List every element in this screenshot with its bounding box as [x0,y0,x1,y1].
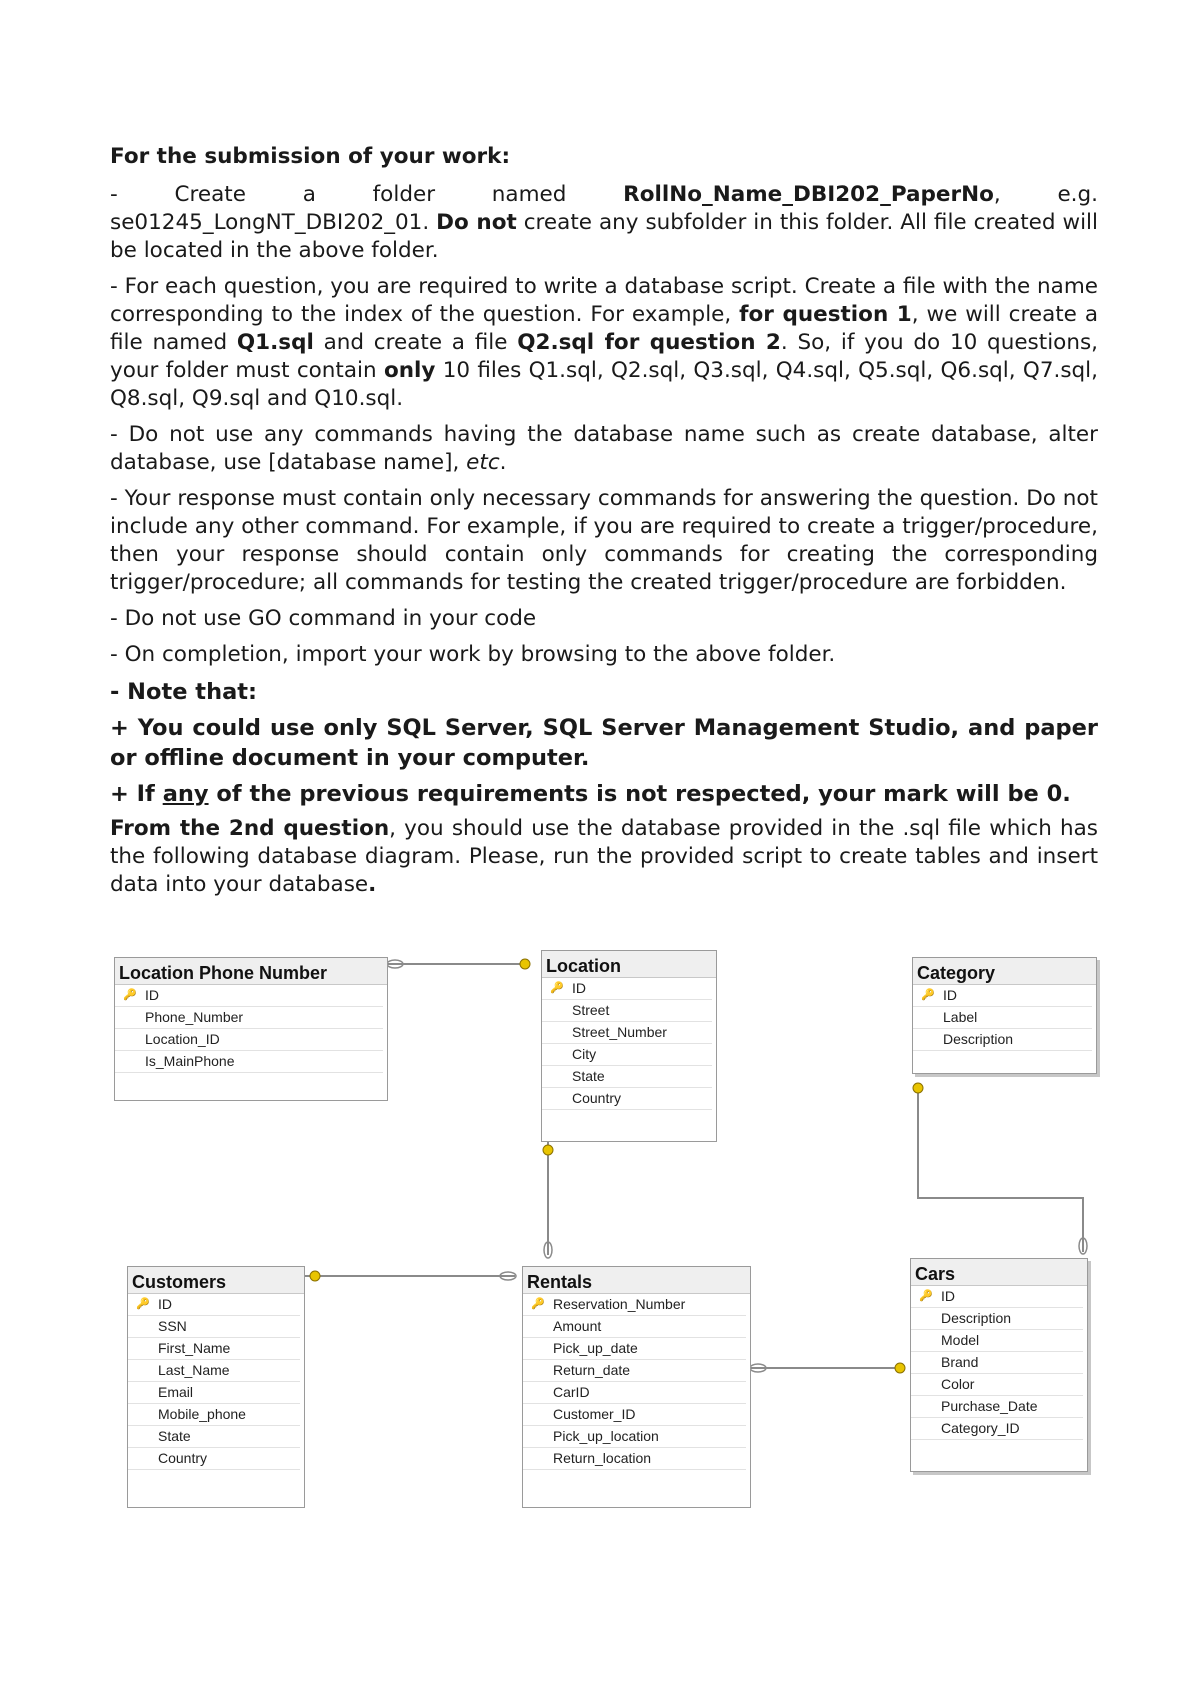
table-column[interactable] [128,1294,300,1316]
table-title: Location [542,951,716,978]
table-column[interactable] [911,1286,1083,1308]
note-tools: + You could use only SQL Server, SQL Server Management Studio, and paper or offline document in your computer. [110,715,1098,771]
infinity-endpoint-icon [387,960,403,968]
table-column[interactable]: First_Name [128,1338,300,1360]
text-span: + If [110,781,163,807]
text-span: , e.g. se01245_LongNT_DBI202_01. [110,182,1099,235]
table-column[interactable]: Country [128,1448,300,1470]
table-column[interactable]: Return_date [523,1360,746,1382]
table-column[interactable]: Customer_ID [523,1404,746,1426]
table-title: Cars [911,1259,1087,1286]
table-column[interactable]: Color [911,1374,1083,1396]
column-name: Reservation_Number [553,1296,686,1312]
table-column[interactable]: CarID [523,1382,746,1404]
table-column[interactable]: Description [911,1308,1083,1330]
table-column[interactable]: State [542,1066,712,1088]
table-title: Location Phone Number [115,958,387,985]
table-column[interactable] [542,978,712,1000]
rel-cars-category [918,1085,1083,1252]
table-location-phone-number[interactable] [114,957,388,1101]
primary-key-icon: 🔑 [531,1298,545,1310]
table-column[interactable]: Street [542,1000,712,1022]
table-column[interactable] [913,985,1092,1007]
table-column[interactable]: Amount [523,1316,746,1338]
table-column[interactable]: Is_MainPhone [115,1051,383,1073]
table-column[interactable]: SSN [128,1316,300,1338]
text-span: of the previous requirements is not respected, your mark will be 0. [208,781,1071,807]
column-name: ID [158,1296,172,1312]
bold-span: Q1.sql [236,330,314,355]
paragraph-necessary-commands: - Your response must contain only necessary commands for answering the question. Do not include any other command. For example, if you are required to create a trigger/procedure, then your response should contain only commands for creating the corresponding trigger/procedure; all commands for testing the created trigger/procedure are forbidden. [110,486,1098,595]
infinity-endpoint-icon [750,1364,766,1372]
infinity-endpoint-icon [544,1242,552,1258]
folder-name: RollNo_Name_DBI202_PaperNo [623,182,994,207]
underlined-span: any [162,781,209,807]
table-column[interactable]: Country [542,1088,712,1110]
table-column[interactable]: Purchase_Date [911,1396,1083,1418]
table-column[interactable]: City [542,1044,712,1066]
primary-key-icon: 🔑 [550,982,564,994]
table-column[interactable]: Last_Name [128,1360,300,1382]
table-rentals[interactable] [522,1266,751,1508]
table-column[interactable]: Phone_Number [115,1007,383,1029]
table-column[interactable]: State [128,1426,300,1448]
text-span: 10 files Q1.sql, Q2.sql, Q3.sql, Q4.sql, Q5.sql, Q6.sql, Q7.sql, Q8.sql, Q9.sql and Q10.sql. [110,358,1098,411]
table-title: Customers [128,1267,304,1294]
table-category[interactable] [912,957,1097,1074]
primary-key-icon: 🔑 [921,989,935,1001]
text-span: create any subfolder in this folder. All file created will be located in the above folder. [110,210,1098,263]
table-column[interactable] [115,985,383,1007]
paragraph-files [110,273,1098,413]
table-column[interactable]: Pick_up_location [523,1426,746,1448]
table-column[interactable]: Description [913,1029,1092,1051]
key-endpoint-icon [895,1363,905,1373]
table-customers[interactable] [127,1266,305,1508]
table-column[interactable]: Brand [911,1352,1083,1374]
italic-span: etc [466,450,500,475]
primary-key-icon: 🔑 [136,1298,150,1310]
key-endpoint-icon [543,1145,553,1155]
text-span: - For each question, you are required to write a database script. Create a file with the name corresponding to the index of the question. For example, [110,274,1098,327]
table-location[interactable] [541,950,717,1142]
section-heading: For the submission of your work: [110,144,511,169]
table-column[interactable]: Category_ID [911,1418,1083,1440]
column-name: ID [941,1288,955,1304]
primary-key-icon: 🔑 [123,989,137,1001]
key-endpoint-icon [310,1271,320,1281]
bold-span: for question 1 [739,302,912,327]
table-title: Category [913,958,1096,985]
text-span: - Create a folder named [110,182,624,207]
submission-instructions [110,143,1098,907]
note-requirements [110,779,1098,809]
table-column[interactable]: Label [913,1007,1092,1029]
note-label: - Note that: [110,679,258,705]
text-span: , we will create a file named [110,302,1098,355]
infinity-endpoint-icon [500,1272,516,1280]
table-title: Rentals [523,1267,750,1294]
table-column[interactable]: Model [911,1330,1083,1352]
key-endpoint-icon [913,1083,923,1093]
paragraph-completion: - On completion, import your work by browsing to the above folder. [110,642,836,667]
column-name: ID [943,987,957,1003]
paragraph-database-commands [110,421,1098,477]
column-name: ID [572,980,586,996]
bold-span: only [383,358,436,383]
text-span: . So, if you do 10 questions, your folder must contain [110,330,1098,383]
text-span: . [368,872,377,897]
text-span: , you should use the database provided in the .sql file which has the following database diagram. Please, run the provided script to create tables and insert data into your database [110,816,1098,897]
key-endpoint-icon [520,959,530,969]
paragraph-go-command: - Do not use GO command in your code [110,606,537,631]
table-column[interactable]: Street_Number [542,1022,712,1044]
primary-key-icon: 🔑 [919,1290,933,1302]
paragraph-folder [110,181,1098,265]
table-column[interactable]: Mobile_phone [128,1404,300,1426]
table-column[interactable]: Email [128,1382,300,1404]
text-span: . [499,450,507,475]
table-column[interactable]: Pick_up_date [523,1338,746,1360]
text-span: - Do not use any commands having the database name such as create database, alter database, use [database name], [110,422,1098,475]
do-not-emphasis: Do not [436,210,517,235]
bold-span: Q2.sql for question 2 [517,330,781,355]
table-column[interactable]: Return_location [523,1448,746,1470]
table-column[interactable]: Location_ID [115,1029,383,1051]
table-cars[interactable] [910,1258,1088,1472]
text-span: and create a file [313,330,518,355]
infinity-endpoint-icon [1079,1238,1087,1254]
column-name: ID [145,987,159,1003]
table-column[interactable] [523,1294,746,1316]
bold-span: From the 2nd question [110,816,390,841]
paragraph-diagram-intro [110,815,1098,899]
